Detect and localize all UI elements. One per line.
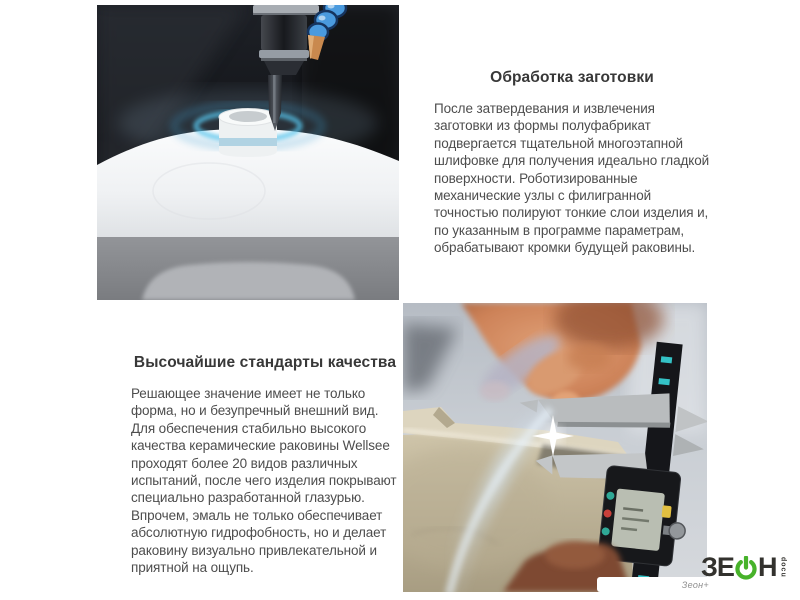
processing-body: После затвердевания и извлечения заготовки из формы полуфабрикат подвергается тщательной многоэтапной шлифовке для получения идеально гладкой поверхности. Роботизированные механические узлы с филигранной точностью полируют тонкие слои изделия и, по указанным в программе параметрам, обрабатывают кромки будущей раковины.	[434, 101, 710, 256]
power-icon	[735, 556, 757, 580]
quality-body: Решающее значение имеет не только форма, но и безупречный внешний вид. Для обеспечения стабильно высокого качества керамические раковины Wellsee проходят более 20 видов различных испытаний, после чего изделия покрывают специально разработанной глазурью. Впрочем, эмаль не только обеспечивает абсолютную гидрофобность, но и делает раковину визуально привлекательной и приятной на ощупь.	[131, 386, 397, 576]
section-quality	[131, 354, 399, 576]
quality-heading: Высочайшие стандарты качества	[133, 354, 397, 371]
logo-text-left: ЗЕ	[701, 552, 734, 582]
section-processing	[434, 69, 710, 257]
processing-heading: Обработка заготовки	[490, 69, 654, 86]
watermark-text: Зеон+	[681, 579, 709, 590]
logo-vertical-text: docu	[779, 556, 787, 578]
zeon-logo	[701, 551, 786, 583]
caliper-photo	[403, 303, 707, 592]
logo-text-right: Н	[757, 552, 777, 582]
milling-photo	[97, 5, 399, 300]
